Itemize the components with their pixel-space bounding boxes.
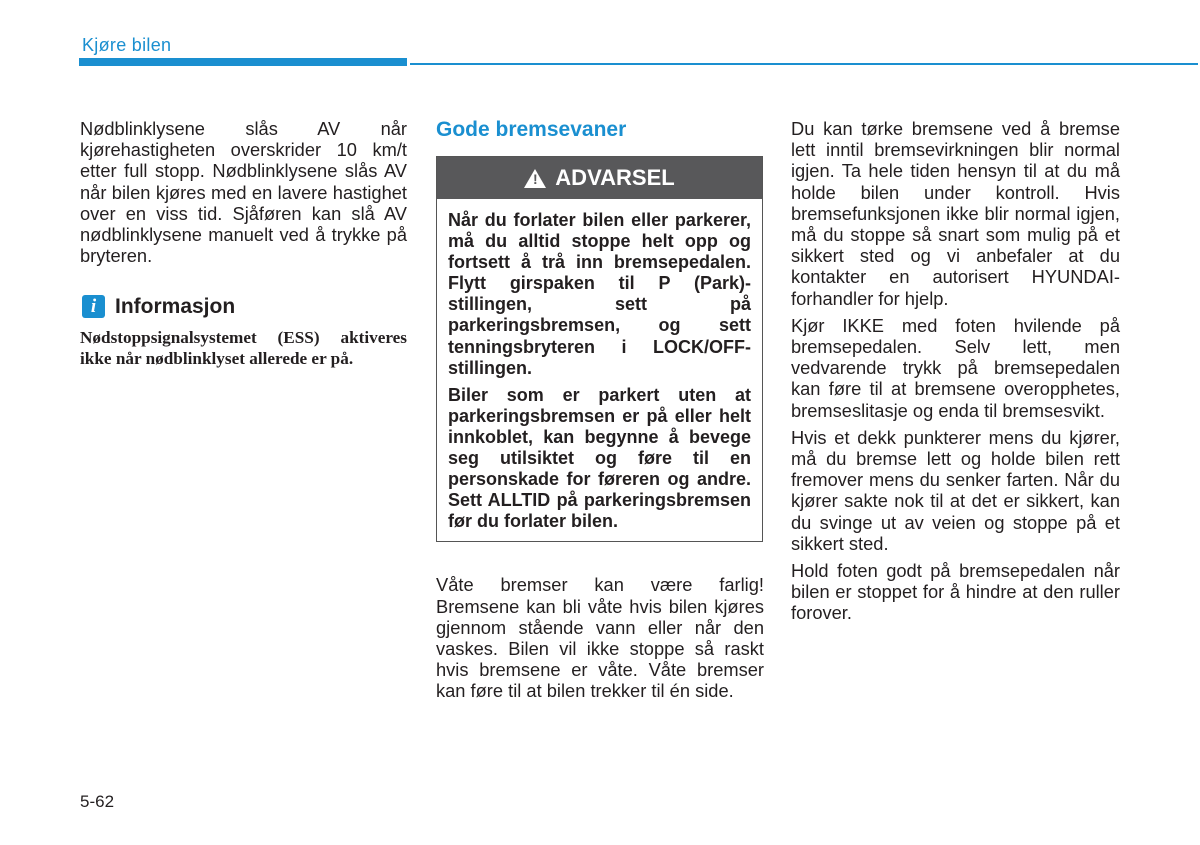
warning-box [436,156,763,542]
warning-label: ADVARSEL [555,165,675,191]
info-icon: i [82,295,105,318]
paragraph-wet-brakes: Våte bremser kan være farlig! Bremsene kan bli våte hvis bilen kjøres gjennom stående vann eller når den vaskes. Bilen vil ikke stoppe så raskt hvis bremsene er våte. Våte bremser kan føre til at bilen trekker til én side. [436,574,764,702]
page-number: 5-62 [80,792,115,811]
paragraph-dry-brakes: Du kan tørke bremsene ved å bremse lett inntil bremsevirkningen blir normal igjen. Ta hele tiden hensyn til at du må holde bilen under kontroll. Hvis bremsefunksjonen ikke blir normal igjen, må du stoppe så snart som mulig på et sikkert sted og vi anbefaler at du kontakter en autorisert HYUNDAI-forhandler for hjelp. [791,118,1120,309]
paragraph-tire-puncture: Hvis et dekk punkterer mens du kjører, må du bremse lett og holde bilen rett fremover mens du senker farten. Når du kjører sakte nok til at det er sikkert, kan du svinge ut av veien og stoppe på et sikkert sted. [791,426,1120,554]
warning-header [437,157,762,199]
info-heading [80,295,407,318]
header-title: Kjøre bilen [82,35,172,55]
paragraph-hold-brake: Hold foten godt på bremsepedalen når bilen er stoppet for å hindre at den ruller forover. [791,560,1120,624]
warning-triangle-icon: ! [524,169,546,188]
column-right [791,118,1120,624]
header-rule-thin [410,63,1198,65]
column-middle [436,118,764,702]
warning-body [437,199,762,541]
info-body: Nødstoppsignalsystemet (ESS) aktiveres ikke når nødblinklyset allerede er på. [80,328,407,369]
column-left [80,118,407,369]
info-heading-label: Informasjon [115,295,236,319]
warning-paragraph-1: Når du forlater bilen eller parkerer, må du alltid stoppe helt opp og fortsett å trå inn bremsepedalen. Flytt girspaken til P (Park)-stillingen, sett på parkeringsbremsen, og sett tenningsbryteren i LOCK/OFF-stillingen. [448,210,751,378]
warning-paragraph-2: Biler som er parkert uten at parkeringsbremsen er på eller helt innkoblet, kan begynne å bevege seg utilsiktet og føre til en personskade for føreren og andre. Sett ALLTID på parkeringsbremsen før du forlater bilen. [448,384,751,532]
header-rule-thick [79,58,407,66]
paragraph-foot-on-pedal: Kjør IKKE med foten hvilende på bremsepedalen. Selv lett, men vedvarende trykk på bremsepedalen kan føre til at bremsene overopphetes, bremseslitasje og enda til bremsesvikt. [791,314,1120,421]
paragraph-hazard-lights: Nødblinklysene slås AV når kjørehastigheten overskrider 10 km/t etter full stopp. Nødblinklysene slås AV når bilen kjøres med en lavere hastighet over en viss tid. Sjåføren kan slå AV nødblinklysene manuelt ved å trykke på bryteren. [80,118,407,267]
section-title: Gode bremsevaner [436,118,627,141]
